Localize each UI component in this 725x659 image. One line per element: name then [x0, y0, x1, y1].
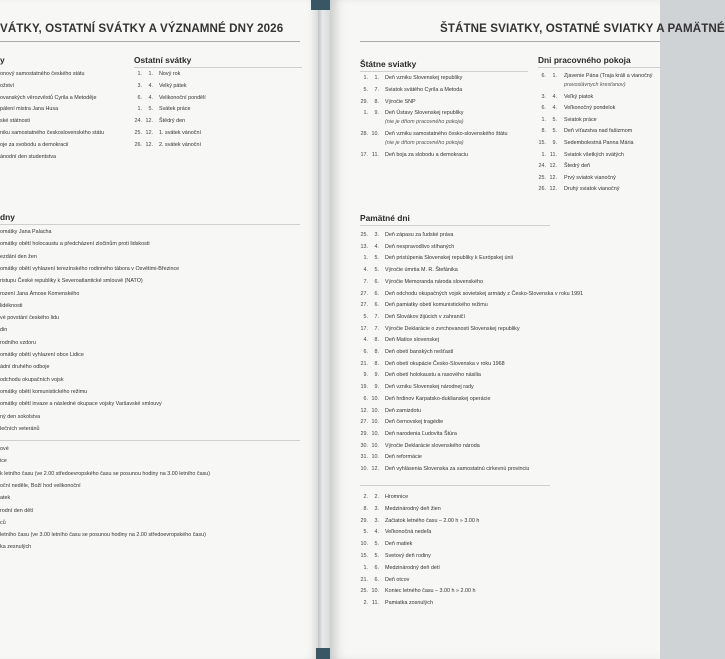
item-label: Štědrý den	[159, 118, 186, 125]
month-number: 7.	[374, 325, 379, 332]
item-label: Sviatok svätého Cyrila a Metoda	[385, 86, 463, 93]
list-item: ka zesnulých	[0, 544, 32, 551]
item-label: Deň boja za slobodu a demokraciu	[385, 152, 469, 158]
list-item: niku samostatného československého státu	[0, 130, 104, 136]
day-number: 2.	[363, 600, 368, 607]
list-item: ezdání den žen	[0, 253, 37, 260]
item-label: Deň pamiatky obetí komunistického režimu	[385, 302, 488, 309]
item-label: Deň pristúpenia Slovenskej republiky k Európskej únii	[385, 255, 513, 262]
month-number: 5.	[552, 128, 557, 135]
left-memorial-days-title: dny	[0, 212, 15, 222]
day-number: 1.	[363, 255, 368, 262]
list-item: din	[0, 327, 8, 334]
right-header-rule	[360, 41, 660, 42]
item-note: (nie je dňom pracovného pokoja)	[385, 140, 464, 147]
month-number: 10.	[371, 430, 379, 437]
day-number: 25.	[360, 232, 368, 238]
day-number: 25.	[134, 130, 142, 136]
day-number: 3.	[541, 93, 546, 100]
item-label: Hromnice	[385, 494, 409, 500]
month-number: 7.	[374, 313, 379, 320]
item-label: Deň otcov	[385, 576, 410, 583]
item-label: 1. svátek vánoční	[159, 130, 201, 136]
month-number: 6.	[374, 278, 379, 285]
list-item: ovanských věrozvěstů Cyrila a Metoděje	[0, 94, 97, 101]
divider	[0, 440, 300, 441]
month-number: 12.	[145, 141, 153, 148]
right-non-working-days-list	[538, 70, 660, 205]
item-label: Deň víťazstva nad fašizmom	[564, 128, 633, 135]
day-number: 1.	[363, 110, 368, 117]
item-label: Veľkonočná nedeľa	[385, 529, 432, 536]
divider	[360, 225, 550, 226]
list-item: rození Jana Ámose Komenského	[0, 290, 80, 297]
list-item: lečních veteránů	[0, 425, 40, 432]
divider	[0, 224, 300, 225]
day-number: 5.	[363, 313, 368, 320]
month-number: 4.	[552, 105, 557, 112]
day-number: 25.	[538, 174, 546, 181]
day-number: 24.	[538, 163, 546, 170]
month-number: 12.	[145, 130, 153, 136]
list-item: lidéknosti	[0, 302, 23, 309]
month-number: 9.	[552, 140, 557, 146]
left-other-holidays-list	[134, 68, 304, 158]
item-label: Výročie Deklarácie o zvrchovanosti Slovenskej republiky	[385, 325, 520, 332]
divider	[360, 485, 550, 486]
month-number: 8.	[374, 98, 379, 105]
item-label: Deň zápasu za ľudské práva	[385, 232, 454, 238]
list-item: omátky obětí vyhlazení terezínského rodinného tábora v Osvětimi-Březince	[0, 265, 180, 272]
list-item: ožství	[0, 82, 15, 89]
month-number: 4.	[374, 243, 379, 250]
list-item: odchodu okupačních vojsk	[0, 376, 64, 383]
item-label: Deň obetí banských nešťastí	[385, 349, 454, 355]
item-label: Deň vzniku samostatného česko-slovenského štátu	[385, 131, 508, 138]
item-label: Medzinárodný deň žien	[385, 505, 441, 512]
day-number: 1.	[363, 75, 368, 81]
list-item: oje za svobodu a demokracii	[0, 141, 69, 148]
item-label: Zjavenie Pána (Traja králi a vianočný	[564, 73, 653, 79]
day-number: 6.	[541, 105, 546, 112]
month-number: 5.	[374, 255, 379, 262]
day-number: 29.	[360, 98, 368, 105]
day-number: 24.	[134, 118, 142, 125]
month-number: 5.	[552, 116, 557, 123]
list-item: rodní den dětí	[0, 507, 34, 514]
month-number: 10.	[371, 131, 379, 138]
month-number: 2.	[374, 494, 379, 500]
item-label: Nový rok	[159, 71, 181, 77]
month-number: 12.	[145, 118, 153, 125]
month-number: 3.	[374, 505, 379, 512]
month-number: 11.	[371, 152, 379, 158]
item-label: Výročie SNP	[385, 98, 416, 105]
month-number: 7.	[374, 86, 379, 93]
month-number: 8.	[374, 337, 379, 344]
month-number: 12.	[549, 174, 557, 181]
list-item: ské státnosti	[0, 118, 30, 125]
month-number: 5.	[374, 267, 379, 274]
list-item: omátky obětí komunistického režimu	[0, 388, 88, 395]
divider	[538, 67, 660, 68]
right-non-working-days-title: Dni pracovného pokoja	[538, 55, 631, 65]
left-header-rule	[0, 41, 300, 42]
list-item: ců	[0, 519, 6, 526]
day-number: 3.	[137, 82, 142, 89]
day-number: 7.	[363, 278, 368, 285]
list-item: ný den sokolstva	[0, 413, 41, 420]
day-number: 15.	[360, 553, 368, 559]
month-number: 5.	[374, 541, 379, 548]
month-number: 6.	[374, 564, 379, 571]
item-label: Deň reformácie	[385, 454, 422, 461]
day-number: 12.	[360, 407, 368, 414]
month-number: 11.	[371, 600, 379, 607]
item-label: Deň vzniku Slovenskej republiky	[385, 75, 463, 81]
month-number: 4.	[148, 82, 153, 89]
day-number: 17.	[360, 325, 368, 332]
month-number: 1.	[148, 71, 153, 77]
month-number: 12.	[371, 466, 379, 472]
right-page	[330, 0, 725, 659]
day-number: 26.	[538, 186, 546, 193]
list-item: ádní druhého odboje	[0, 364, 50, 371]
item-note: pravoslávnych kresťanov)	[564, 82, 626, 88]
list-item: ice	[0, 458, 7, 465]
month-number: 1.	[374, 75, 379, 81]
list-item: k letního času (ve 2.00 středoevropského času se posunou hodiny na 3.00 letního času)	[0, 470, 211, 477]
day-number: 1.	[137, 71, 142, 77]
month-number: 12.	[549, 163, 557, 170]
day-number: 1.	[541, 151, 546, 158]
day-number: 26.	[134, 141, 142, 148]
item-label: Deň obetí holokaustu a rasového násilia	[385, 372, 481, 379]
month-number: 11.	[549, 151, 557, 158]
month-number: 10.	[371, 588, 379, 595]
day-number: 27.	[360, 302, 368, 309]
left-page-header: VÁTKY, OSTATNÍ SVÁTKY A VÝZNAMNÉ DNY 2026	[0, 22, 284, 35]
list-item: rodního vzdoru	[0, 339, 36, 346]
day-number: 13.	[360, 243, 368, 250]
month-number: 8.	[374, 349, 379, 355]
month-number: 10.	[371, 419, 379, 426]
day-number: 1.	[363, 564, 368, 571]
right-state-holidays-title: Štátne sviatky	[360, 59, 417, 69]
list-item: letního času (ve 3.00 letního času se posunou hodiny na 2.00 středoevropského času)	[0, 532, 206, 539]
day-number: 10.	[360, 541, 368, 548]
item-label: Štedrý deň	[564, 163, 591, 170]
day-number: 9.	[363, 372, 368, 379]
item-label: Deň Matice slovenskej	[385, 337, 439, 344]
day-number: 5.	[363, 86, 368, 93]
month-number: 12.	[549, 186, 557, 193]
day-number: 6.	[363, 349, 368, 355]
month-number: 10.	[371, 407, 379, 414]
item-label: Deň narodenia Ľudovíta Štúra	[385, 430, 457, 437]
list-item: vé povstání českého lidu	[0, 315, 60, 322]
item-label: Deň vzniku Slovenskej národnej rady	[385, 384, 474, 391]
month-number: 9.	[374, 372, 379, 379]
month-number: 10.	[371, 442, 379, 449]
list-item: atek	[0, 495, 11, 502]
day-number: 15.	[538, 140, 546, 146]
month-number: 5.	[148, 106, 153, 113]
day-number: 2.	[363, 494, 368, 500]
list-item: onový samostatného českého státu	[0, 71, 85, 77]
list-item: omátky obětí vyhlazení obce Lidice	[0, 352, 84, 358]
item-label: Svetový deň rodiny	[385, 553, 431, 559]
month-number: 6.	[374, 576, 379, 583]
item-label: Deň vyhlásenia Slovenska za samostatnú cirkevnú provinciu	[385, 466, 530, 472]
item-label: 2. svátek vánoční	[159, 141, 201, 148]
month-number: 1.	[552, 73, 557, 79]
list-item: pálení mistra Jana Husa	[0, 106, 59, 113]
item-note: (nie je dňom pracovného pokoja)	[385, 119, 464, 126]
item-label: Sedembolestná Panna Mária	[564, 140, 634, 146]
item-label: Sviatok práce	[564, 116, 597, 123]
item-label: Deň Ústavy Slovenskej republiky	[385, 110, 464, 117]
left-page	[0, 0, 318, 659]
month-number: 8.	[374, 360, 379, 367]
day-number: 8.	[541, 128, 546, 135]
day-number: 28.	[360, 131, 368, 138]
month-number: 9.	[374, 384, 379, 391]
item-label: Deň Slovákov žijúcich v zahraničí	[385, 313, 465, 320]
day-number: 27.	[360, 419, 368, 426]
item-label: Druhý sviatok vianočný	[564, 186, 620, 193]
list-item: oční neděle, Boží hod velikonoční	[0, 482, 81, 489]
list-item: omátky obětí holocaustu a předcházení zločinům proti lidskosti	[0, 241, 150, 248]
item-label: Výročie Memoranda národa slovenského	[385, 278, 483, 285]
item-label: Výročie úmrtia M. R. Štefánika	[385, 267, 458, 274]
item-label: Deň hrdinov Karpatsko-duklianskej operácie	[385, 395, 491, 402]
list-item: ánodní den studentstva	[0, 153, 57, 160]
list-item: omátky obětí invaze a následné okupace vojsky Varšavské smlouvy	[0, 401, 162, 408]
day-number: 4.	[363, 267, 368, 274]
item-label: Sviatok všetkých svätých	[564, 151, 624, 158]
day-number: 6.	[363, 395, 368, 402]
left-other-holidays-title: Ostatní svátky	[134, 55, 192, 65]
item-label: Začiatok letného času – 2.00 h » 3.00 h	[385, 517, 480, 524]
day-number: 30.	[360, 442, 368, 449]
day-number: 21.	[360, 576, 368, 583]
day-number: 29.	[360, 430, 368, 437]
right-significant-days-list	[360, 491, 660, 616]
right-state-holidays-list	[360, 72, 540, 172]
item-label: Medzinárodný deň detí	[385, 564, 440, 571]
item-label: Deň odchodu okupačných vojsk sovietskej armády z Česko-Slovenska v roku 1991	[385, 290, 584, 297]
day-number: 6.	[137, 94, 142, 101]
month-number: 9.	[374, 110, 379, 117]
item-label: Velikonoční pondělí	[159, 94, 206, 101]
left-significant-days-list	[0, 443, 300, 563]
day-number: 29.	[360, 517, 368, 524]
month-number: 3.	[374, 517, 379, 524]
right-memorial-days-list	[360, 229, 660, 481]
list-item: omátky Jana Palacha	[0, 229, 52, 235]
item-label: Prvý sviatok vianočný	[564, 174, 616, 181]
day-number: 5.	[363, 529, 368, 536]
day-number: 1.	[541, 116, 546, 123]
month-number: 4.	[148, 94, 153, 101]
month-number: 6.	[374, 302, 379, 309]
item-label: Deň obetí okupácie Česko-Slovenska v roku 1968	[385, 360, 505, 367]
day-number: 4.	[363, 337, 368, 344]
day-number: 8.	[363, 505, 368, 512]
item-label: Deň nespravodlivo stíhaných	[385, 243, 455, 250]
item-label: Svátek práce	[159, 106, 191, 113]
item-label: Deň matiek	[385, 541, 413, 548]
month-number: 10.	[371, 395, 379, 402]
day-number: 1.	[137, 106, 142, 113]
month-number: 3.	[374, 232, 379, 238]
day-number: 25.	[360, 588, 368, 595]
left-memorial-days-list	[0, 226, 300, 436]
day-number: 6.	[541, 73, 546, 79]
day-number: 17.	[360, 152, 368, 158]
month-number: 10.	[371, 454, 379, 461]
day-number: 10.	[360, 466, 368, 472]
left-state-holidays-title: y	[0, 55, 5, 65]
day-number: 19.	[360, 384, 368, 391]
day-number: 21.	[360, 360, 368, 367]
item-label: Deň černovskej tragédie	[385, 419, 444, 426]
item-label: Veľkonočný pondelok	[564, 105, 616, 112]
month-number: 5.	[374, 553, 379, 559]
right-memorial-days-title: Pamätné dni	[360, 213, 410, 223]
item-label: Deň zamizdotu	[385, 407, 421, 414]
item-label: Veľký piatok	[564, 93, 594, 100]
month-number: 4.	[374, 529, 379, 536]
item-label: Výročie Deklarácie slovenského národa	[385, 442, 480, 449]
list-item: ové	[0, 446, 9, 452]
item-label: Koniec letného času – 3.00 h » 2.00 h	[385, 588, 476, 595]
month-number: 6.	[374, 290, 379, 297]
month-number: 4.	[552, 93, 557, 100]
left-state-holidays-list	[0, 68, 130, 168]
book-gutter	[318, 0, 330, 659]
day-number: 27.	[360, 290, 368, 297]
list-item: ristupu České republiky k Severoatlantické smlouvě (NATO)	[0, 278, 143, 285]
item-label: Pamiatka zosnulých	[385, 600, 433, 607]
item-label: Velký pátek	[159, 82, 187, 89]
right-page-header: ŠTÁTNE SVIATKY, OSTATNÉ SVIATKY A PAMÄTNÉ	[440, 22, 725, 35]
day-number: 31.	[360, 454, 368, 461]
